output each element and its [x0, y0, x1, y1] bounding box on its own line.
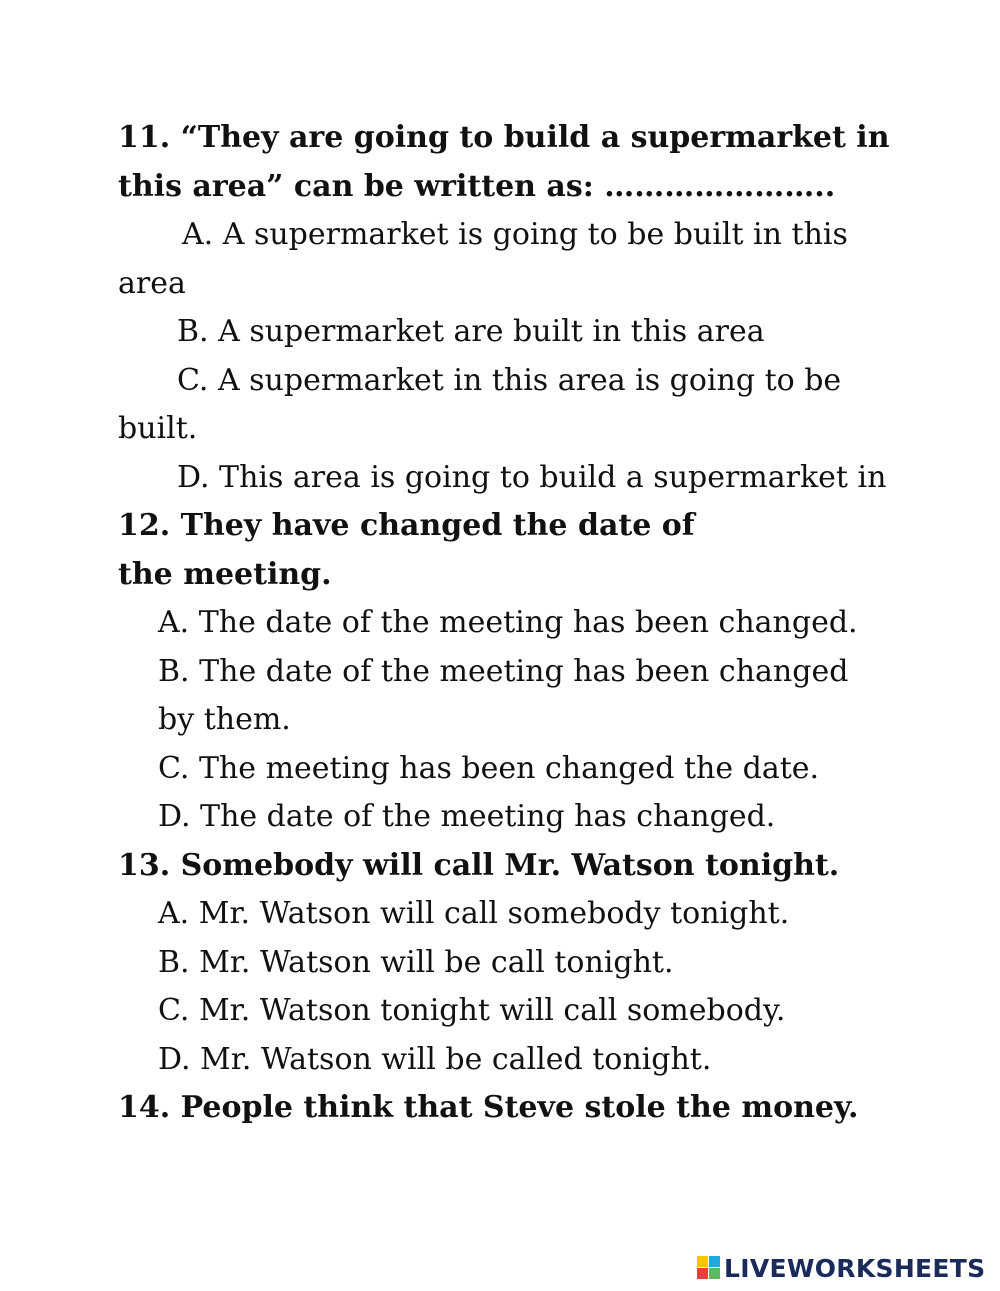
option-b[interactable]: B. The date of the meeting has been changed by them. [158, 653, 849, 737]
question-13 [118, 842, 898, 1085]
option-b[interactable]: B. A supermarket are built in this area [177, 314, 765, 349]
option-c[interactable]: C. The meeting has been changed the date. [158, 750, 820, 786]
logo-text: LIVEWORKSHEETS [724, 1253, 986, 1283]
question-prompt: 14. People think that Steve stole the money. [118, 1090, 859, 1125]
question-11 [118, 114, 898, 502]
liveworksheets-logo[interactable] [697, 1254, 985, 1282]
option-a[interactable]: A. The date of the meeting has been changed. [158, 605, 858, 640]
option-c[interactable]: C. A supermarket in this area is going to be built. [118, 362, 842, 446]
option-a[interactable]: A. A supermarket is going to be built in this area [118, 217, 848, 301]
option-d[interactable]: D. Mr. Watson will be called tonight. [158, 1041, 712, 1077]
logo-square-red [697, 1268, 708, 1279]
option-b[interactable]: B. Mr. Watson will be call tonight. [158, 944, 674, 980]
option-a[interactable]: A. Mr. Watson will call somebody tonight. [158, 896, 790, 931]
question-12 [118, 502, 898, 842]
question-prompt: 13. Somebody will call Mr. Watson tonight. [118, 847, 840, 883]
option-d[interactable]: D. The date of the meeting has changed. [158, 799, 776, 834]
worksheet [118, 114, 898, 1133]
question-14 [118, 1084, 898, 1133]
option-c[interactable]: C. Mr. Watson tonight will call somebody. [158, 993, 786, 1028]
liveworksheets-logo-icon [697, 1256, 721, 1280]
logo-square-green [709, 1268, 720, 1279]
option-d[interactable]: D. This area is going to build a supermarket in [177, 459, 887, 495]
question-prompt: 11. “They are going to build a supermarket in this area” can be written as: ………………….. [118, 120, 890, 204]
logo-square-blue [709, 1256, 720, 1267]
logo-square-yellow [697, 1256, 708, 1267]
question-prompt: 12. They have changed the date of the meeting. [118, 508, 695, 592]
